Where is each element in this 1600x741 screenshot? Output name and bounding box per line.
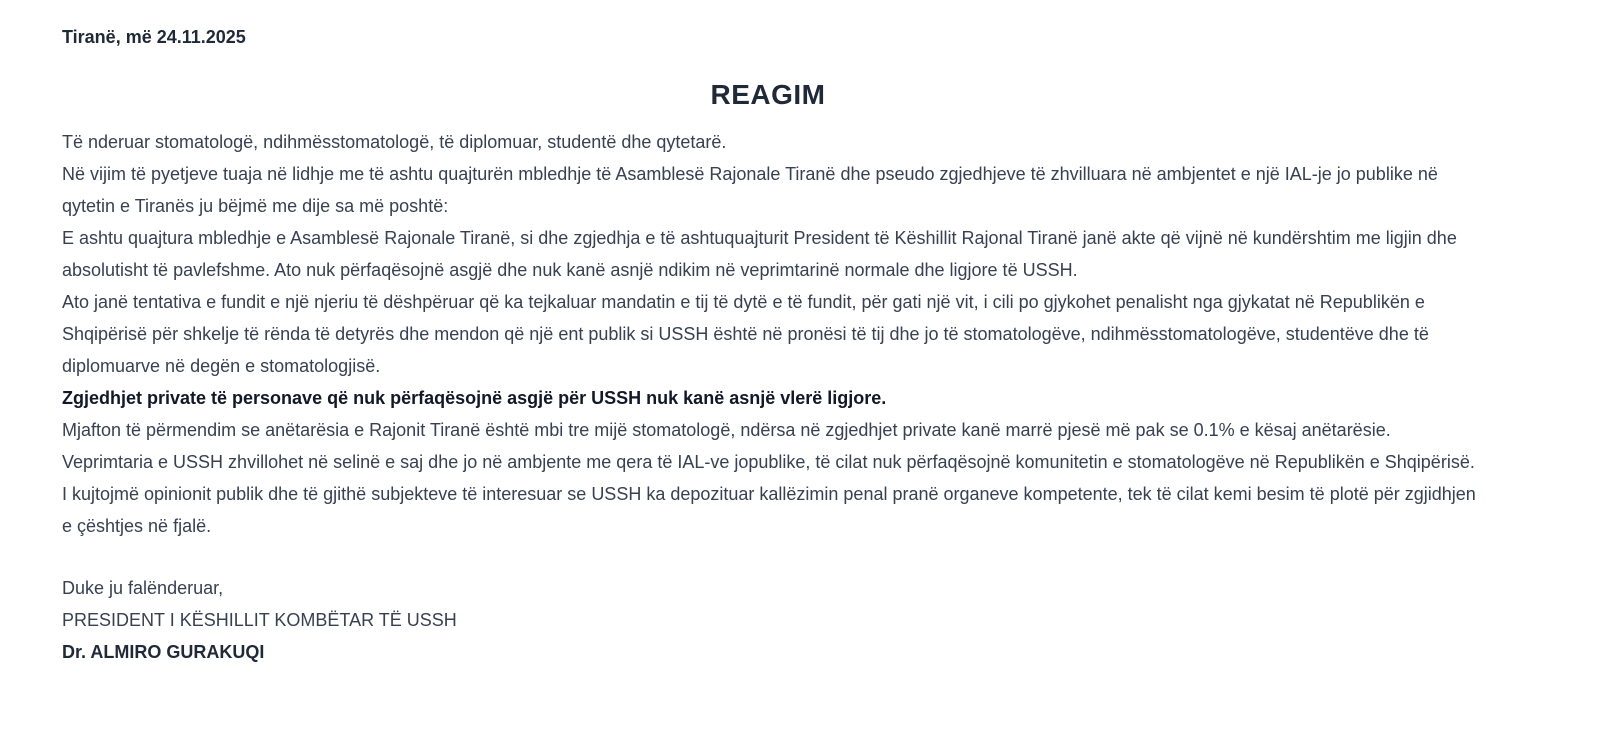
document-date: Tiranë, më 24.11.2025 [62, 27, 246, 47]
closing-signature: Dr. ALMIRO GURAKUQI [62, 642, 265, 662]
paragraph-salutation: Të nderuar stomatologë, ndihmësstomatologë, të diplomuar, studentë dhe qytetarë. [62, 132, 727, 152]
paragraph-background: Ato janë tentativa e fundit e një njeriu të dëshpëruar që ka tejkaluar mandatin e tij të dytë e të fundit, për gati një vit, i cili po gjykohet penalisht nga gjykatat në Republikën e Shqipërisë për shkelje të rënda të detyrës dhe mendon që një ent publik si USSH është në pronësi të tij dhe jo të stomatologëve, ndihmësstomatologëve, studentëve dhe të diplomuarve në degën e stomatologjisë. [62, 292, 1429, 376]
closing-thanks: Duke ju falënderuar, [62, 578, 224, 598]
paragraph-reminder: I kujtojmë opinionit publik dhe të gjithë subjekteve të interesuar se USSH ka depozituar kallëzimin penal pranë organeve kompetente, tek të cilat kemi besim të plotë për zgjidhjen e çështjes në fjalë. [62, 484, 1476, 536]
paragraph-invalidity: E ashtu quajtura mbledhje e Asamblesë Rajonale Tiranë, si dhe zgjedhja e të ashtuquajturit President të Këshillit Rajonal Tiranë janë akte që vijnë në kundërshtim me ligjin dhe absolutisht të pavlefshme. Ato nuk përfaqësojnë asgjë dhe nuk kanë asnjë ndikim në veprimtarinë normale dhe ligjore të USSH. [62, 228, 1457, 280]
paragraph-activity: Veprimtaria e USSH zhvillohet në selinë e saj dhe jo në ambjente me qera të IAL-ve jopublike, të cilat nuk përfaqësojnë komunitetin e stomatologëve në Republikën e Shqipërisë. [62, 452, 1475, 472]
document-closing [62, 572, 1600, 668]
paragraph-membership: Mjafton të përmendim se anëtarësia e Rajonit Tiranë është mbi tre mijë stomatologë, ndërsa në zgjedhjet private kanë marrë pjesë më pak se 0.1% e kësaj anëtarësie. [62, 420, 1391, 440]
document-body [62, 126, 1482, 542]
paragraph-emphasis: Zgjedhjet private të personave që nuk përfaqësojnë asgjë për USSH nuk kanë asnjë vlerë ligjore. [62, 388, 887, 408]
paragraph-intro: Në vijim të pyetjeve tuaja në lidhje me të ashtu quajturën mbledhje të Asamblesë Rajonale Tiranë dhe pseudo zgjedhjeve të zhvilluara në ambjentet e një IAL-je jo publike në qytetin e Tiranës ju bëjmë me dije sa më poshtë: [62, 164, 1438, 216]
closing-role: PRESIDENT I KËSHILLIT KOMBËTAR TË USSH [62, 610, 457, 630]
document-title: REAGIM [710, 79, 826, 110]
